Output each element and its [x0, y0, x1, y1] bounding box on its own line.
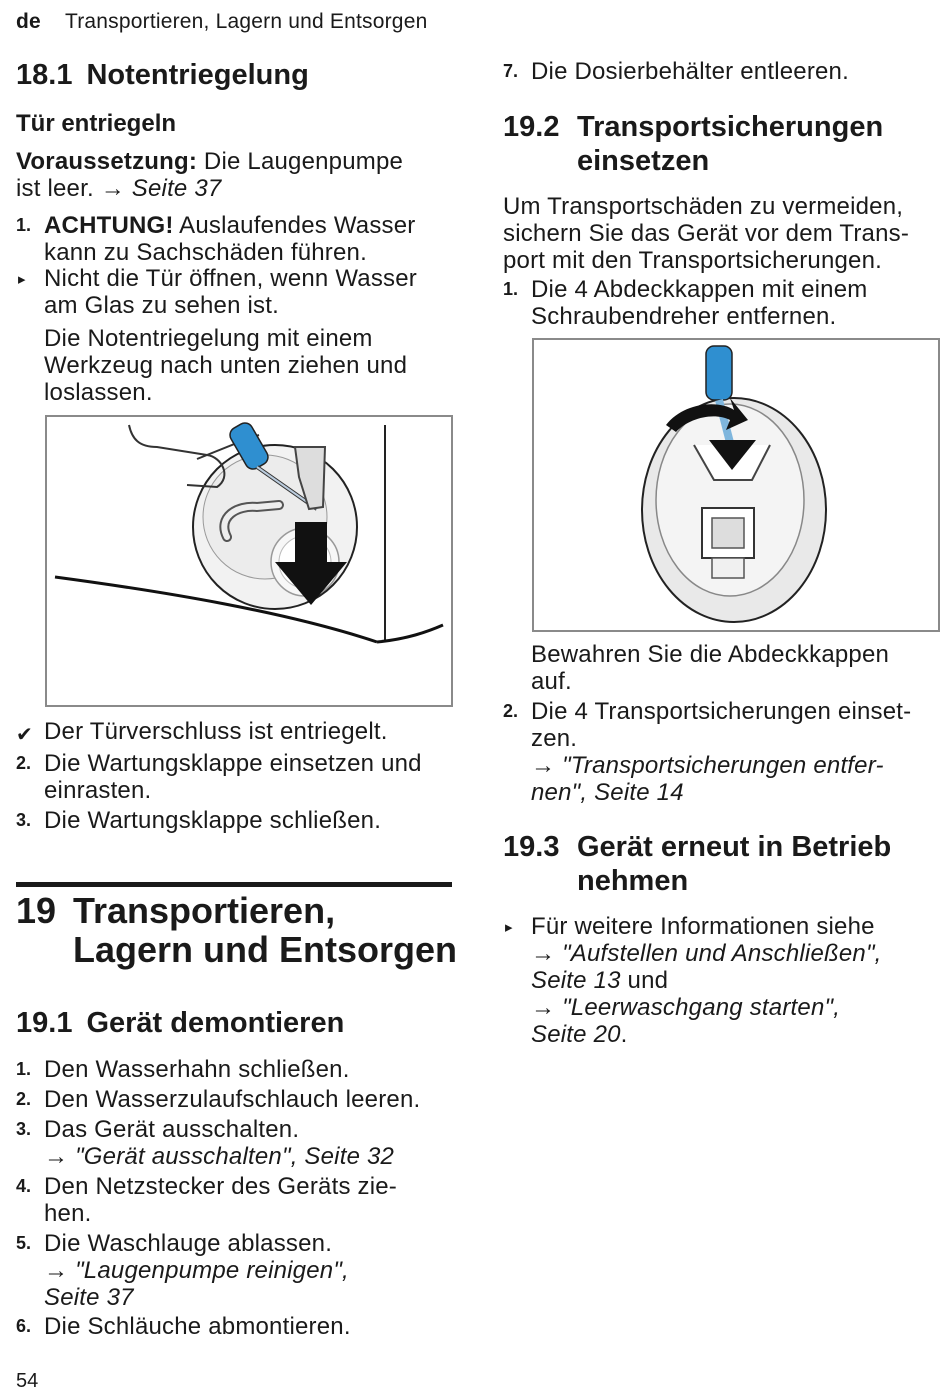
bullet-further-info: Für weitere Informationen siehe → "Aufstellen und Anschließen", Seite 13 und → "Leerwaschgang starten", Seite 20.: [531, 913, 882, 1048]
link-seite-37[interactable]: Seite 37: [131, 175, 222, 202]
cover-cap-drawing: [534, 340, 938, 630]
step-number: 7.: [503, 61, 519, 81]
chapter-rule: [16, 882, 452, 887]
list-item: Die Waschlauge ablassen. → "Laugenpumpe reinigen", Seite 37: [44, 1230, 349, 1311]
step-2-insert-locks: Die 4 Transportsicherungen einset- zen. → "Transportsicherungen entfer- nen", Seite 14: [531, 698, 912, 806]
page-number: 54: [16, 1370, 39, 1392]
step-number: 4.: [16, 1176, 32, 1196]
intro-paragraph: Um Transportschäden zu vermeiden, sichern Sie das Gerät vor dem Trans- port mit den Transportsicherungen.: [503, 193, 910, 274]
section-19-3-heading: 19.3 Gerät erneut in Betrieb nehmen: [503, 831, 892, 897]
bullet-triangle-icon: ▸: [18, 271, 26, 288]
header-title: Transportieren, Lagern und Entsorgen: [64, 10, 428, 33]
illustration-emergency-release: [45, 415, 453, 707]
header-lang: de: [16, 10, 41, 33]
link-laugenpumpe-reinigen[interactable]: "Laugenpumpe reinigen",: [75, 1257, 349, 1284]
step-2-insert-flap: Die Wartungsklappe einsetzen und einrasten.: [44, 750, 422, 804]
header: [16, 8, 427, 35]
link-seite-20[interactable]: Seite 20: [531, 1021, 621, 1048]
bullet-do-not-open: Nicht die Tür öffnen, wenn Wasser am Glas zu sehen ist.: [44, 265, 417, 319]
link-transportsicherungen-entfernen[interactable]: "Transportsicherungen entfer-: [562, 752, 884, 779]
step-number: 1.: [16, 1059, 32, 1079]
step-number: 2.: [503, 701, 519, 721]
chapter-19-heading: 19 Transportieren, Lagern und Entsorgen: [16, 890, 458, 970]
result-unlocked: Der Türverschluss ist entriegelt.: [44, 718, 388, 745]
link-aufstellen-anschliessen[interactable]: "Aufstellen und Anschließen",: [562, 940, 882, 967]
link-geraet-ausschalten[interactable]: "Gerät ausschalten", Seite 32: [75, 1143, 395, 1170]
keep-caps-note: Bewahren Sie die Abdeckkappen auf.: [531, 641, 890, 695]
section-19-1-heading: 19.1 Gerät demontieren: [16, 1007, 345, 1039]
section-19-2-heading: 19.2 Transportsicherungen einsetzen: [503, 111, 884, 177]
checkmark-icon: ✔: [16, 724, 33, 746]
step-1-remove-caps: Die 4 Abdeckkappen mit einem Schraubendreher entfernen.: [531, 276, 868, 330]
list-item: Die Schläuche abmontieren.: [44, 1313, 351, 1340]
link-seite-37[interactable]: Seite 37: [44, 1284, 134, 1311]
prerequisite: Voraussetzung: Die Laugenpumpe ist leer. → Seite 37: [16, 148, 404, 202]
emergency-release-drawing: [47, 417, 451, 705]
list-item: Den Netzstecker des Geräts zie- hen.: [44, 1173, 397, 1227]
step-number: 1.: [16, 215, 32, 235]
illustration-cover-cap: [532, 338, 940, 632]
subheading-door-unlock: Tür entriegeln: [16, 110, 177, 137]
link-leerwaschgang-starten[interactable]: "Leerwaschgang starten",: [562, 994, 841, 1021]
step-number: 1.: [503, 279, 519, 299]
step-number: 2.: [16, 1089, 32, 1109]
link-seite-13[interactable]: Seite 13: [531, 967, 621, 994]
instruction-paragraph: Die Notentriegelung mit einem Werkzeug nach unten ziehen und loslassen.: [44, 325, 408, 406]
step-number: 5.: [16, 1233, 32, 1253]
list-item: Das Gerät ausschalten. → "Gerät ausschalten", Seite 32: [44, 1116, 395, 1170]
list-item: Den Wasserhahn schließen.: [44, 1056, 350, 1083]
step-number: 3.: [16, 810, 32, 830]
step-3-close-flap: Die Wartungsklappe schließen.: [44, 807, 382, 834]
step-1-warning: ACHTUNG! Auslaufendes Wasser kann zu Sachschäden führen.: [44, 212, 416, 266]
bullet-triangle-icon: ▸: [505, 919, 513, 936]
step-number: 3.: [16, 1119, 32, 1139]
list-item: Den Wasserzulaufschlauch leeren.: [44, 1086, 421, 1113]
step-7-empty-dispensers: Die Dosierbehälter entleeren.: [531, 58, 849, 85]
link-seite-14[interactable]: nen", Seite 14: [531, 779, 684, 806]
section-18-1-heading: 18.1 Notentriegelung: [16, 59, 309, 91]
step-number: 6.: [16, 1316, 32, 1336]
step-number: 2.: [16, 753, 32, 773]
